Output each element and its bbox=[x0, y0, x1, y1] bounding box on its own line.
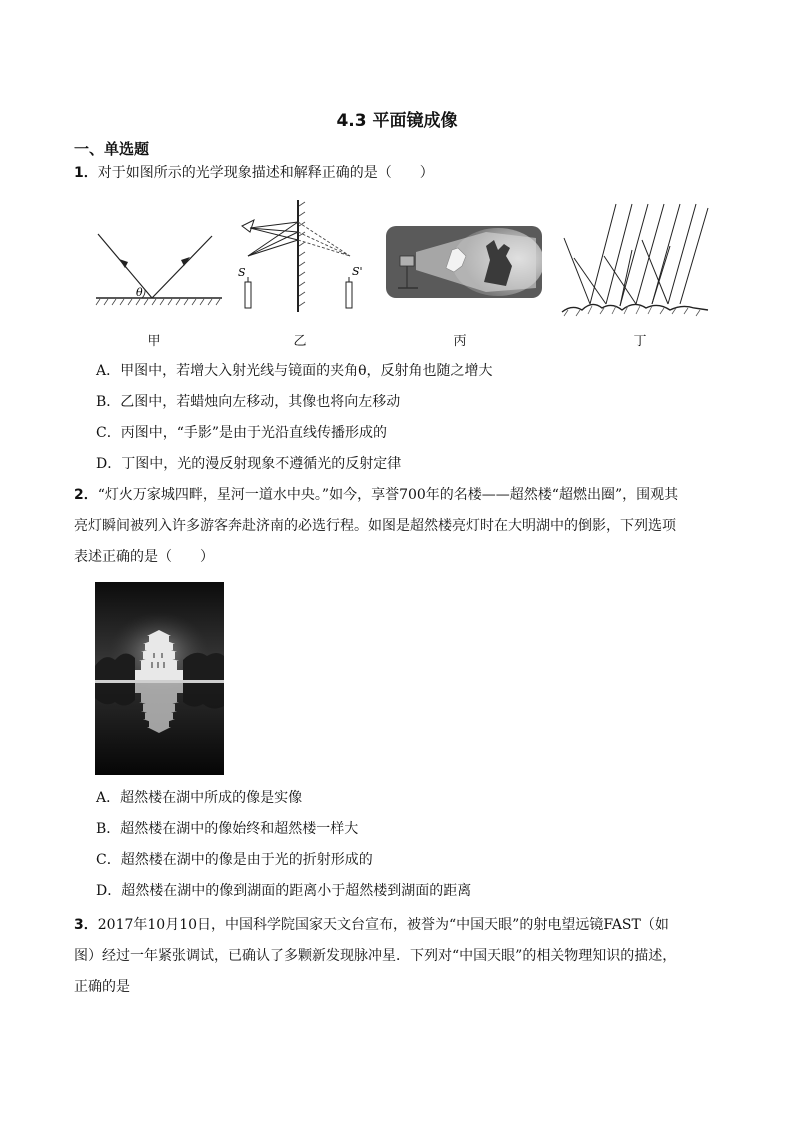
q2-option-c: C．超然楼在湖中的像是由于光的折射形成的 bbox=[96, 852, 373, 868]
question-3 bbox=[74, 910, 669, 941]
page-title: 4.3 平面镜成像 bbox=[336, 111, 458, 131]
section-heading: 一、单选题 bbox=[74, 140, 150, 158]
q1-option-a: A．甲图中，若增大入射光线与镜面的夹角θ，反射角也随之增大 bbox=[96, 363, 493, 379]
question-number: 2． bbox=[74, 487, 98, 503]
question-number: 3． bbox=[74, 917, 98, 933]
figure-ding bbox=[560, 200, 710, 320]
q2-option-b: B．超然楼在湖中的像始终和超然楼一样大 bbox=[96, 821, 359, 837]
question-text-line1: “灯火万家城四畔，星河一道水中央。”如今，享誉700年的名楼——超然楼“超燃出圈”，围观其 bbox=[97, 487, 679, 503]
question-3-line3: 正确的是 bbox=[74, 979, 130, 995]
figure-jia bbox=[92, 226, 232, 308]
question-text-line1: 2017年10月10日，中国科学院国家天文台宣布，被誉为“中国天眼”的射电望远镜FAST（如 bbox=[97, 917, 669, 933]
s-prime-label: S' bbox=[352, 265, 363, 278]
caption-bing: 丙 bbox=[453, 334, 467, 349]
question-number: 1． bbox=[74, 165, 98, 181]
theta-label: θ bbox=[136, 286, 143, 299]
question-text: 对于如图所示的光学现象描述和解释正确的是（ ） bbox=[97, 165, 434, 181]
q1-option-d: D．丁图中，光的漫反射现象不遵循光的反射定律 bbox=[96, 456, 402, 472]
q2-option-d: D．超然楼在湖中的像到湖面的距离小于超然楼到湖面的距离 bbox=[96, 883, 472, 899]
question-2-line2: 亮灯瞬间被列入许多游客奔赴济南的必选行程。如图是超然楼亮灯时在大明湖中的倒影，下列选项 bbox=[74, 518, 676, 534]
q2-option-a: A．超然楼在湖中所成的像是实像 bbox=[96, 790, 303, 806]
question-2-line3: 表述正确的是（ ） bbox=[74, 549, 214, 565]
question-1 bbox=[74, 158, 434, 189]
q1-option-b: B．乙图中，若蜡烛向左移动，其像也将向左移动 bbox=[96, 394, 401, 410]
chaoran-tower-photo bbox=[95, 582, 224, 775]
figure-bing-hand-shadow bbox=[386, 226, 542, 298]
caption-jia: 甲 bbox=[147, 334, 161, 349]
figure-yi bbox=[236, 198, 376, 316]
question-3-line2: 图）经过一年紧张调试，已确认了多颗新发现脉冲星．下列对“中国天眼”的相关物理知识的描述， bbox=[74, 948, 677, 964]
q1-option-c: C．丙图中，“手影”是由于光沿直线传播形成的 bbox=[96, 425, 388, 441]
caption-yi: 乙 bbox=[293, 334, 307, 349]
question-2 bbox=[74, 480, 678, 511]
s-label: S bbox=[238, 266, 246, 279]
caption-ding: 丁 bbox=[633, 334, 647, 349]
